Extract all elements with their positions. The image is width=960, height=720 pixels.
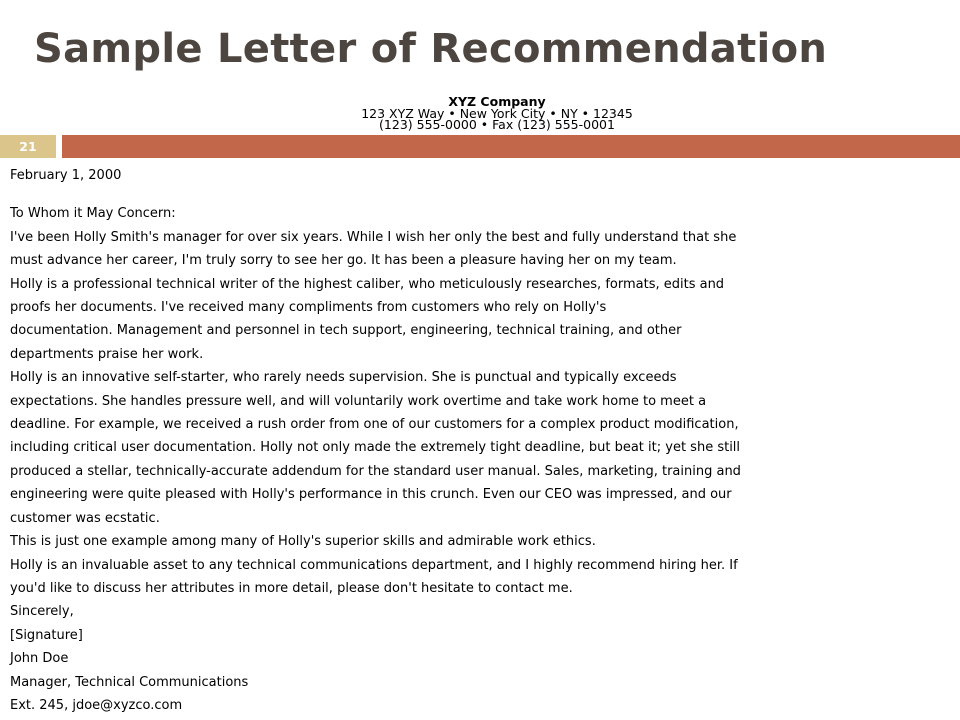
letter-line: Holly is a professional technical writer of the highest caliber, who meticulously researches, formats, edits and bbox=[10, 276, 725, 292]
letter-line: customer was ecstatic. bbox=[10, 510, 160, 526]
letter-line: This is just one example among many of Holly's superior skills and admirable work ethics. bbox=[10, 534, 596, 550]
slide-title: Sample Letter of Recommendation bbox=[34, 26, 828, 72]
letter-closing: Sincerely, bbox=[10, 604, 74, 620]
accent-band bbox=[62, 135, 960, 158]
letter-line: To Whom it May Concern: bbox=[10, 206, 176, 222]
letter-line: proofs her documents. I've received many compliments from customers who rely on Holly's bbox=[10, 300, 607, 316]
letter-line: Holly is an innovative self-starter, who rarely needs supervision. She is punctual and typically exceeds bbox=[10, 370, 677, 386]
company-header bbox=[0, 96, 960, 131]
company-phone: (123) 555-0000 • Fax (123) 555-0001 bbox=[379, 117, 615, 132]
company-address: 123 XYZ Way • New York City • NY • 12345 bbox=[361, 105, 633, 121]
slide-number-badge: 21 bbox=[0, 135, 56, 158]
signer-contact: Ext. 245, jdoe@xyzco.com bbox=[10, 697, 183, 713]
letter-line: Holly is an invaluable asset to any technical communications department, and I highly recommend hiring her. If bbox=[10, 557, 738, 573]
signature-placeholder: [Signature] bbox=[10, 627, 83, 643]
letter-date: February 1, 2000 bbox=[10, 168, 122, 183]
letter-line: including critical user documentation. Holly not only made the extremely tight deadline, but beat it; yet she still bbox=[10, 440, 741, 456]
signer-title: Manager, Technical Communications bbox=[10, 674, 249, 690]
letter-body bbox=[10, 164, 910, 717]
letter-line: departments praise her work. bbox=[10, 346, 204, 362]
letter-line: documentation. Management and personnel in tech support, engineering, technical training, and other bbox=[10, 323, 682, 339]
letter-line: you'd like to discuss her attributes in more detail, please don't hesitate to contact me. bbox=[10, 580, 573, 596]
signer-name: John Doe bbox=[10, 651, 69, 667]
letter-line: deadline. For example, we received a rush order from one of our customers for a complex product modification, bbox=[10, 417, 739, 433]
letter-line: I've been Holly Smith's manager for over six years. While I wish her only the best and fully understand that she bbox=[10, 229, 737, 245]
company-name: XYZ Company bbox=[448, 94, 546, 109]
letter-line: produced a stellar, technically-accurate addendum for the standard user manual. Sales, marketing, training and bbox=[10, 463, 741, 479]
letter-line: engineering were quite pleased with Holly's performance in this crunch. Even our CEO was impressed, and our bbox=[10, 487, 732, 503]
letter-line: expectations. She handles pressure well, and will voluntarily work overtime and take work home to meet a bbox=[10, 393, 707, 409]
letter-line: must advance her career, I'm truly sorry to see her go. It has been a pleasure having her on my team. bbox=[10, 253, 677, 269]
